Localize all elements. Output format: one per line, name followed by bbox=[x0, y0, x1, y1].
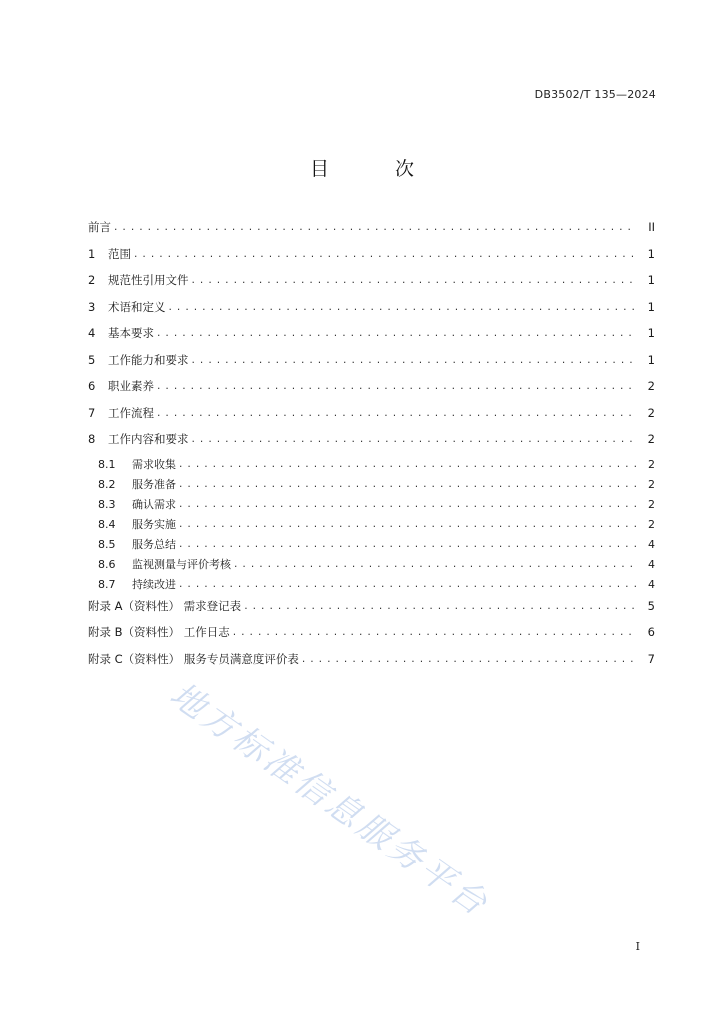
toc-entry-number: 7 bbox=[88, 405, 96, 420]
toc-entry-title: 服务总结 bbox=[132, 537, 176, 551]
toc-entry-title: 规范性引用文件 bbox=[108, 273, 189, 287]
toc-entry-page: 1 bbox=[647, 273, 655, 287]
toc-appendix-entry[interactable] bbox=[88, 650, 655, 670]
toc-entry-number: 2 bbox=[88, 273, 96, 287]
toc-subentry[interactable] bbox=[88, 497, 655, 514]
toc-subentry[interactable] bbox=[88, 577, 655, 594]
toc-appendix-entry[interactable] bbox=[88, 623, 655, 643]
toc-entry[interactable] bbox=[88, 351, 655, 371]
toc-subentry[interactable] bbox=[88, 557, 655, 574]
toc-dot-leader bbox=[178, 478, 637, 493]
toc-entry-number: 8.7 bbox=[98, 577, 116, 591]
toc-entry-title: 基本要求 bbox=[108, 326, 154, 340]
toc-entry-title: 术语和定义 bbox=[108, 299, 166, 314]
toc-dot-leader bbox=[232, 624, 637, 642]
toc-entry-page: 1 bbox=[647, 352, 655, 367]
toc-subentry[interactable] bbox=[88, 537, 655, 554]
toc-entry[interactable] bbox=[88, 218, 655, 238]
toc-entry-title: 监视测量与评价考核 bbox=[132, 557, 231, 571]
toc-entry-number: 8.6 bbox=[98, 557, 116, 571]
toc-subentry[interactable] bbox=[88, 457, 655, 474]
toc-entry-title: 服务实施 bbox=[132, 517, 176, 531]
toc-entry-title: 附录 A（资料性） 需求登记表 bbox=[88, 598, 242, 613]
toc-entry-page: 2 bbox=[648, 477, 655, 491]
toc-entry-page: 2 bbox=[648, 517, 655, 531]
toc-entry[interactable] bbox=[88, 430, 655, 450]
toc-entry-page: 2 bbox=[647, 379, 655, 393]
toc-entry-page: 4 bbox=[648, 537, 655, 551]
toc-entry-title: 前言 bbox=[88, 220, 111, 234]
toc-entry-page: II bbox=[648, 220, 655, 234]
toc-dot-leader bbox=[156, 378, 637, 396]
toc-entry-page: 2 bbox=[648, 497, 655, 511]
toc-entry-title: 工作能力和要求 bbox=[108, 352, 189, 367]
toc-entry-number: 8.5 bbox=[98, 537, 116, 551]
toc-entry-title: 持续改进 bbox=[132, 577, 176, 591]
toc-entry-number: 5 bbox=[88, 352, 96, 367]
toc-entry-page: 5 bbox=[647, 598, 655, 613]
toc-entry-title: 附录 B（资料性） 工作日志 bbox=[88, 625, 230, 639]
toc-entry[interactable] bbox=[88, 271, 655, 291]
table-of-contents bbox=[88, 218, 655, 676]
toc-entry-page: 1 bbox=[647, 246, 655, 261]
toc-entry-title: 服务准备 bbox=[132, 477, 176, 491]
toc-entry-page: 7 bbox=[647, 651, 655, 666]
toc-entry-number: 4 bbox=[88, 326, 96, 340]
toc-entry-number: 8.4 bbox=[98, 517, 116, 531]
toc-entry-number: 8.3 bbox=[98, 497, 116, 511]
watermark: 地方标准信息服务平台 bbox=[162, 674, 497, 926]
page-title: 目 次 bbox=[309, 158, 445, 180]
toc-entry-number: 8 bbox=[88, 432, 96, 446]
toc-dot-leader bbox=[178, 578, 637, 593]
toc-entry-number: 1 bbox=[88, 246, 96, 261]
toc-entry[interactable] bbox=[88, 377, 655, 397]
toc-dot-leader bbox=[133, 246, 637, 264]
toc-dot-leader bbox=[178, 518, 637, 533]
toc-dot-leader bbox=[191, 431, 638, 449]
toc-entry-title: 工作流程 bbox=[108, 405, 154, 420]
toc-dot-leader bbox=[178, 538, 637, 553]
toc-entry-title: 范围 bbox=[108, 246, 131, 261]
toc-entry-page: 4 bbox=[648, 557, 655, 571]
toc-entry-page: 6 bbox=[647, 625, 655, 639]
toc-dot-leader bbox=[178, 498, 637, 513]
toc-entry[interactable] bbox=[88, 298, 655, 318]
toc-dot-leader bbox=[243, 598, 637, 616]
toc-dot-leader bbox=[156, 405, 637, 423]
toc-subentry[interactable] bbox=[88, 477, 655, 494]
toc-entry-page: 4 bbox=[648, 577, 655, 591]
toc-entry-page: 2 bbox=[647, 432, 655, 446]
toc-dot-leader bbox=[301, 651, 637, 669]
toc-entry[interactable] bbox=[88, 404, 655, 424]
page-number: I bbox=[635, 940, 640, 953]
toc-dot-leader bbox=[191, 352, 638, 370]
toc-entry-number: 3 bbox=[88, 299, 96, 314]
toc-entry-title: 职业素养 bbox=[108, 379, 154, 393]
toc-entry-number: 8.1 bbox=[98, 457, 116, 471]
toc-dot-leader bbox=[113, 219, 637, 237]
toc-entry-title: 确认需求 bbox=[132, 497, 176, 511]
toc-entry[interactable] bbox=[88, 245, 655, 265]
toc-entry[interactable] bbox=[88, 324, 655, 344]
toc-entry-number: 8.2 bbox=[98, 477, 116, 491]
toc-dot-leader bbox=[191, 272, 638, 290]
toc-entry-number: 6 bbox=[88, 379, 96, 393]
document-number: DB3502/T 135—2024 bbox=[534, 88, 656, 101]
toc-entry-title: 附录 C（资料性） 服务专员满意度评价表 bbox=[88, 651, 299, 666]
toc-subentry[interactable] bbox=[88, 517, 655, 534]
toc-entry-page: 2 bbox=[648, 457, 655, 471]
toc-entry-page: 2 bbox=[647, 405, 655, 420]
toc-entry-page: 1 bbox=[647, 326, 655, 340]
toc-dot-leader bbox=[156, 325, 637, 343]
toc-dot-leader bbox=[168, 299, 638, 317]
toc-dot-leader bbox=[178, 458, 637, 473]
toc-entry-page: 1 bbox=[647, 299, 655, 314]
toc-dot-leader bbox=[233, 558, 637, 573]
toc-appendix-entry[interactable] bbox=[88, 597, 655, 617]
toc-entry-title: 需求收集 bbox=[132, 457, 176, 471]
toc-entry-title: 工作内容和要求 bbox=[108, 432, 189, 446]
